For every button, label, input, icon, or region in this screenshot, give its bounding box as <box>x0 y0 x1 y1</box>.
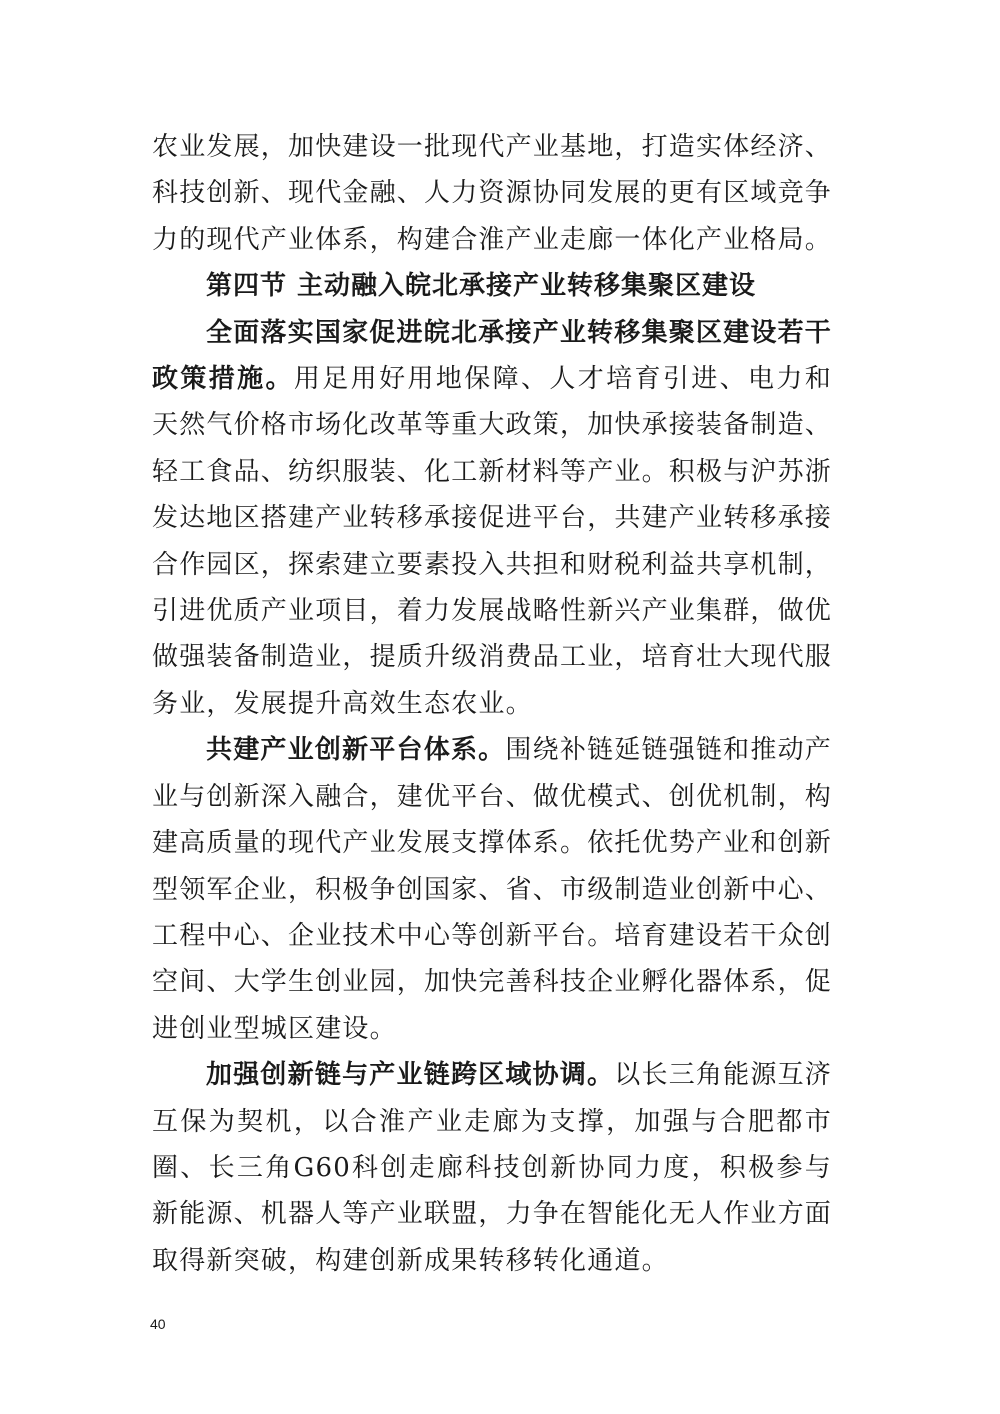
paragraph-3 <box>152 1052 832 1284</box>
paragraph-2 <box>152 727 832 1052</box>
body-text <box>152 124 832 1284</box>
paragraph-2-body: 围绕补链延链强链和推动产业与创新深入融合，建优平台、做优模式、创优机制，构建高质量的现代产业发展支撑体系。依托优势产业和创新型领军企业，积极争创国家、省、市级制造业创新中心、工程中心、企业技术中心等创新平台。培育建设若干众创空间、大学生创业园，加快完善科技企业孵化器体系，促进创业型城区建设。 <box>152 735 833 1044</box>
continuation-paragraph: 农业发展，加快建设一批现代产业基地，打造实体经济、科技创新、现代金融、人力资源协同发展的更有区域竞争力的现代产业体系，构建合淮产业走廊一体化产业格局。 <box>152 132 833 255</box>
paragraph-3-lead: 加强创新链与产业链跨区域协调。 <box>206 1060 615 1091</box>
paragraph-1-body: 用足用好用地保障、人才培育引进、电力和天然气价格市场化改革等重大政策，加快承接装备制造、轻工食品、纺织服装、化工新材料等产业。积极与沪苏浙发达地区搭建产业转移承接促进平台，共建产业转移承接合作园区，探索建立要素投入共担和财税利益共享机制，引进优质产业项目，着力发展战略性新兴产业集群，做优做强装备制造业，提质升级消费品工业，培育壮大现代服务业，发展提升高效生态农业。 <box>152 364 833 719</box>
paragraph-3-body: 以长三角能源互济互保为契机，以合淮产业走廊为支撑，加强与合肥都市圈、长三角G60科创走廊科技创新协同力度，积极参与新能源、机器人等产业联盟，力争在智能化无人作业方面取得新突破，构建创新成果转移转化通道。 <box>152 1060 833 1276</box>
paragraph-1-lead: 全面落实国家促进皖北承接产业转移集聚区建设若干政策措施。 <box>152 317 832 395</box>
paragraph-1 <box>152 310 832 728</box>
paragraph-2-lead: 共建产业创新平台体系。 <box>206 735 506 766</box>
page-number: 40 <box>150 1316 166 1332</box>
section-heading: 第四节 主动融入皖北承接产业转移集聚区建设 <box>206 271 757 302</box>
